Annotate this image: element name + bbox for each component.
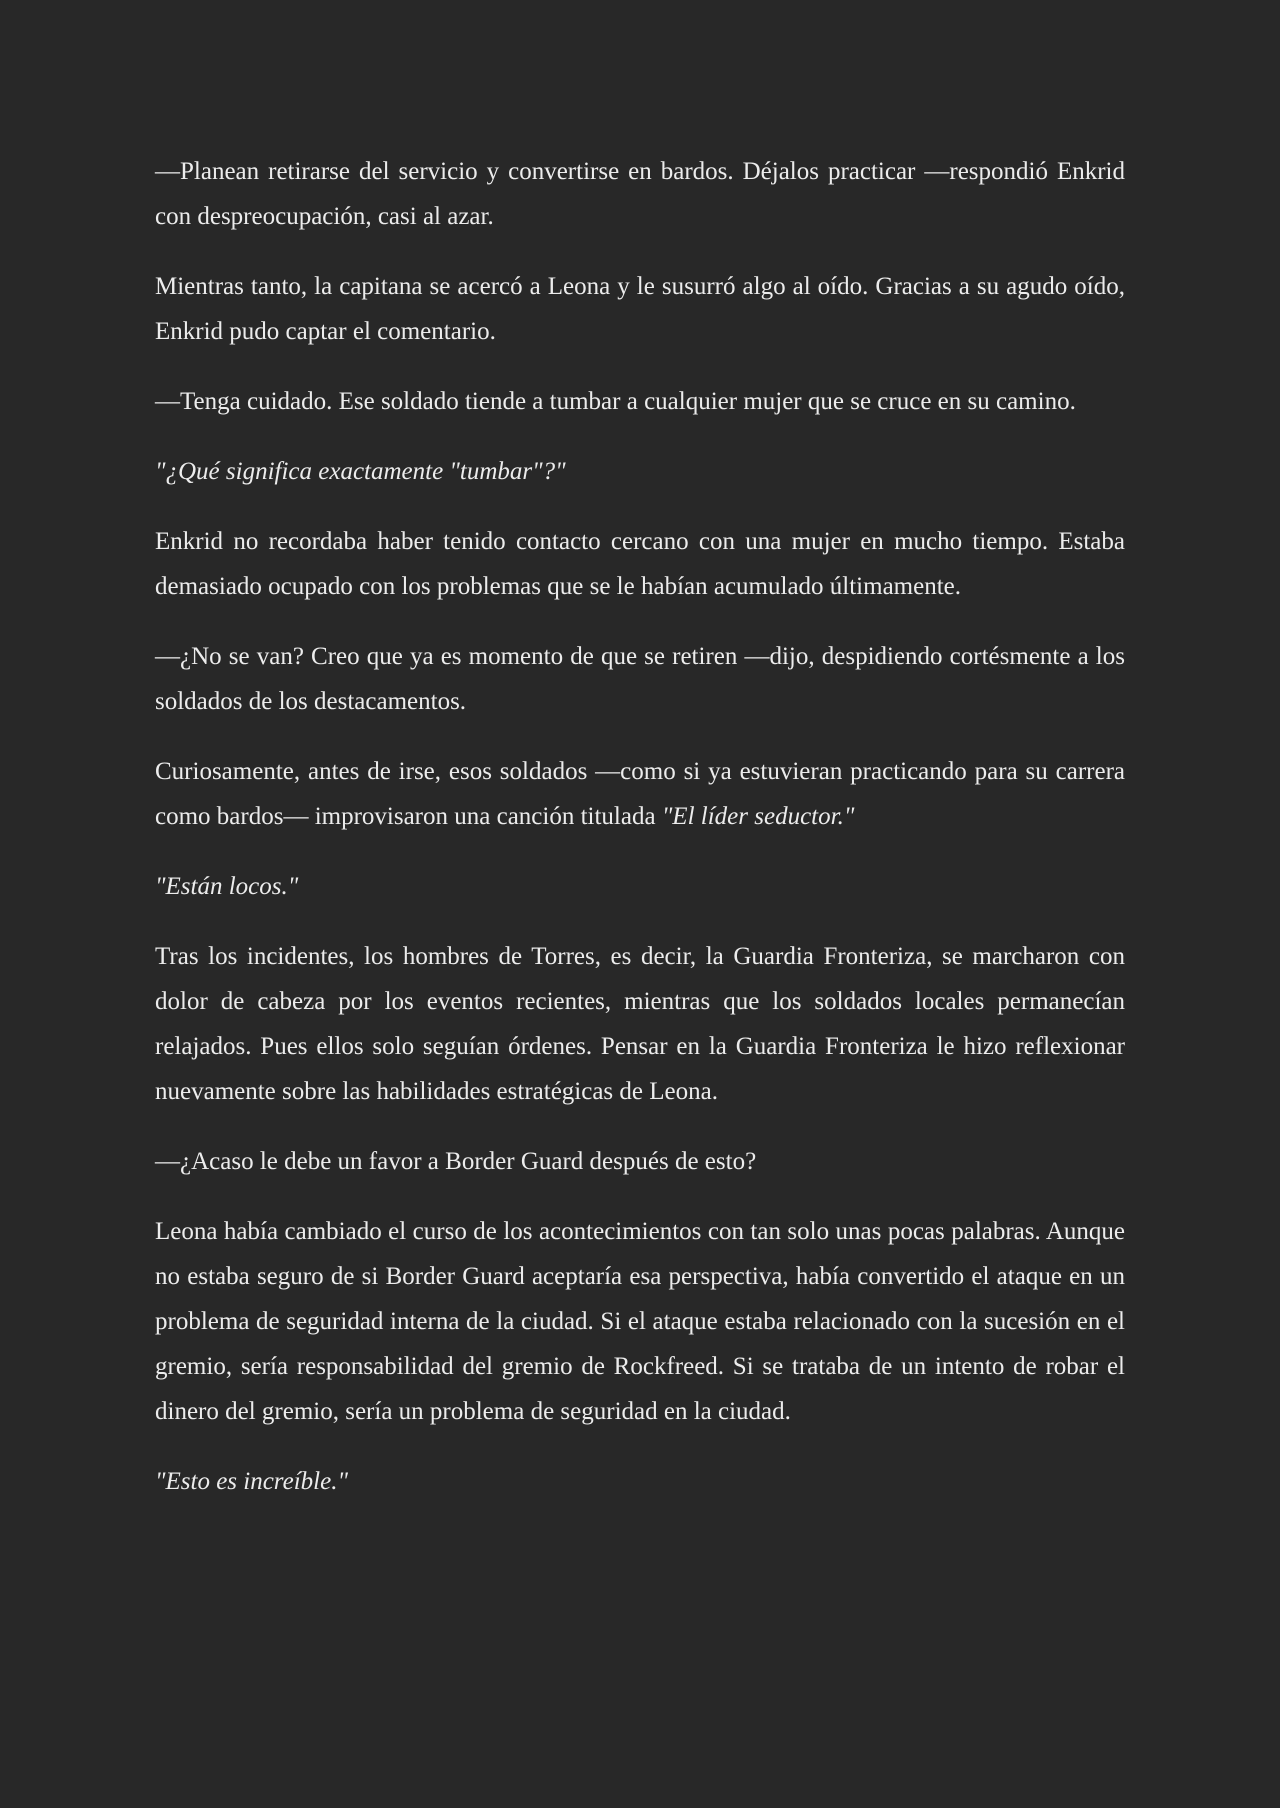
paragraph-narration: Leona había cambiado el curso de los acontecimientos con tan solo unas pocas palabras. Aunque no estaba seguro de si Border Guard aceptaría esa perspectiva, había convertido el ataque en un problema de seguridad interna de la ciudad. Si el ataque estaba relacionado con la sucesión en el gremio, sería responsabilidad del gremio de Rockfreed. Si se trataba de un intento de robar el dinero del gremio, sería un problema de seguridad en la ciudad. (155, 1218, 1125, 1425)
paragraph-thought: "Esto es increíble." (155, 1468, 348, 1495)
paragraph-narration: Enkrid no recordaba haber tenido contacto cercano con una mujer en mucho tiempo. Estaba demasiado ocupado con los problemas que se le habían acumulado últimamente. (155, 528, 1125, 600)
paragraph-dialogue: —¿Acaso le debe un favor a Border Guard después de esto? (155, 1148, 757, 1175)
song-title: "El líder seductor." (661, 803, 855, 830)
paragraph-dialogue: —Planean retirarse del servicio y convertirse en bardos. Déjalos practicar —respondió Enkrid con despreocupación, casi al azar. (155, 158, 1125, 230)
paragraph-dialogue: —Tenga cuidado. Ese soldado tiende a tumbar a cualquier mujer que se cruce en su camino. (155, 388, 1076, 415)
paragraph-narration: Mientras tanto, la capitana se acercó a Leona y le susurró algo al oído. Gracias a su agudo oído, Enkrid pudo captar el comentario. (155, 273, 1125, 345)
paragraph-narration-text: Curiosamente, antes de irse, esos soldados —como si ya estuvieran practicando para su carrera como bardos— improvisaron una canción titulada (155, 758, 1125, 830)
paragraph-narration: Tras los incidentes, los hombres de Torres, es decir, la Guardia Fronteriza, se marcharon con dolor de cabeza por los eventos recientes, mientras que los soldados locales permanecían relajados. Pues ellos solo seguían órdenes. Pensar en la Guardia Fronteriza le hizo reflexionar nuevamente sobre las habilidades estratégicas de Leona. (155, 943, 1125, 1105)
paragraph-dialogue: —¿No se van? Creo que ya es momento de que se retiren —dijo, despidiendo cortésmente a los soldados de los destacamentos. (155, 643, 1125, 715)
paragraph-narration-with-title (155, 749, 1125, 839)
reader-text-column (155, 149, 1125, 1529)
paragraph-thought: "Están locos." (155, 873, 299, 900)
paragraph-thought: "¿Qué significa exactamente "tumbar"?" (155, 458, 566, 485)
